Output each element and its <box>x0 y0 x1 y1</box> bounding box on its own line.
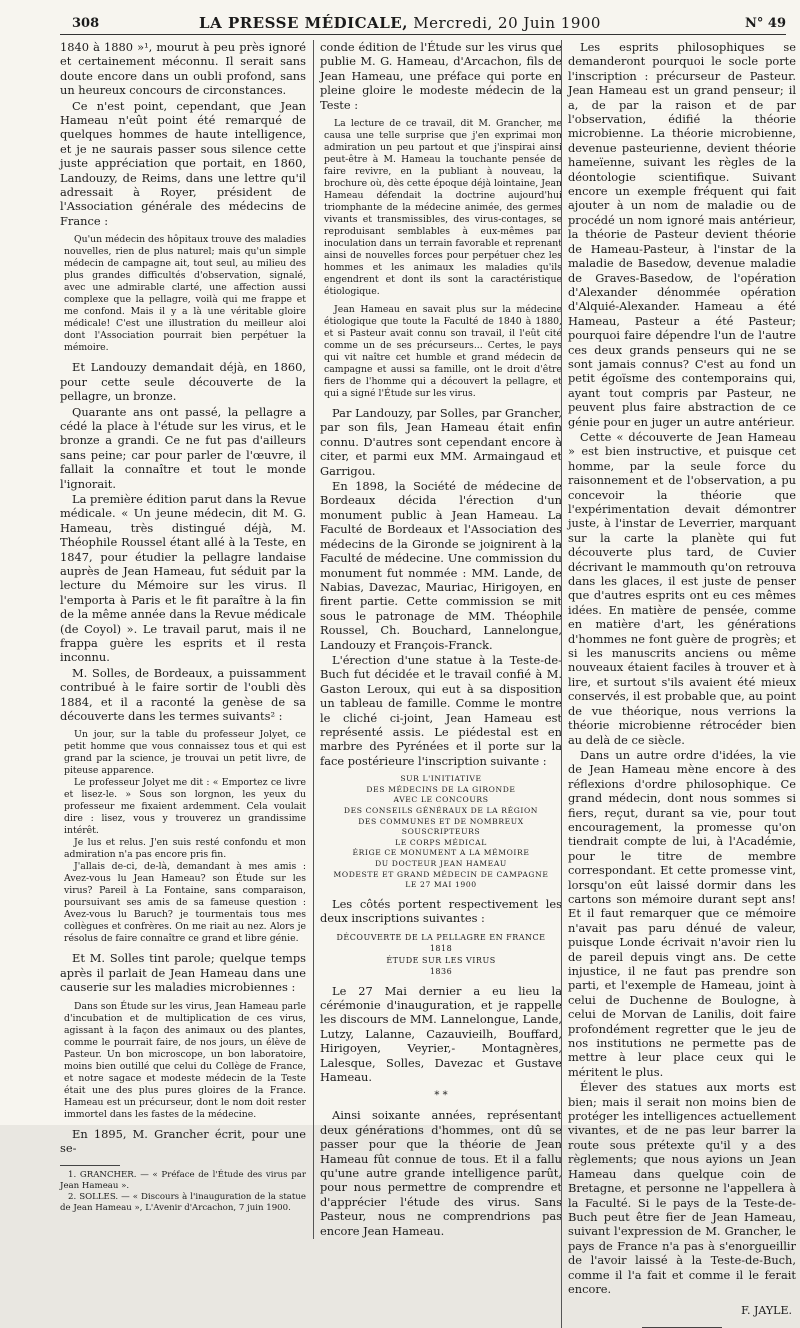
paragraph: M. Solles, de Bordeaux, a puissamment contribué à le faire sortir de l'oubli dès 1884, et il a raconté la genèse de sa découverte dans les termes suivants² : <box>60 665 306 724</box>
inscription-line: DÉCOUVERTE DE LA PELLAGRE EN FRANCE <box>336 932 546 942</box>
column-2 <box>313 40 562 1239</box>
inscription-line: SUR L'INITIATIVE <box>400 774 482 784</box>
column-3 <box>561 40 796 1328</box>
section-divider: * * <box>434 1090 448 1102</box>
quotation-paragraph: Un jour, sur la table du professeur Jolyet, ce petit homme que vous connaissez tous et qui est grand par la science, je trouvai un petit livre, de piteuse apparence. <box>64 729 306 777</box>
footnote-rule <box>60 1165 120 1166</box>
side-inscriptions <box>320 932 562 978</box>
paragraph: conde édition de l'Étude sur les virus que publie M. G. Hameau, d'Arcachon, fils de Jean Hameau, une préface qui porte en pleine gloire le modeste médecin de la Teste : <box>320 40 562 112</box>
quotation-paragraph: Je lus et relus. J'en suis resté confondu et mon admiration n'a pas encore pris fin. <box>64 837 306 861</box>
footnote: 2. SOLLES. — « Discours à l'inauguration de la statue de Jean Hameau », L'Avenir d'Arcachon, 7 juin 1900. <box>60 1192 306 1214</box>
inscription-line: AVEC LE CONCOURS <box>393 795 489 805</box>
author-signature: F. JAYLE. <box>741 1304 792 1318</box>
inscription-line: ÉRIGE CE MONUMENT A LA MÉMOIRE <box>352 848 530 858</box>
inscription-line: DU DOCTEUR JEAN HAMEAU <box>375 858 507 868</box>
inscription-line: LE 27 MAI 1900 <box>405 880 477 890</box>
paragraph: Ce n'est point, cependant, que Jean Hameau n'eût point été remarqué de quelques hommes de haute intelligence, et je ne saurais passer sous silence cette juste appréciation que portait, en 1860, Landouzy, de Reims, dans une lettre qu'il adressait à Royer, président de l'Association générale des médecins de France : <box>60 98 306 228</box>
paragraph: 1840 à 1880 »¹, mourut à peu près ignoré et certainement méconnu. Il serait sans doute encore dans un oubli profond, sans un heureux concours de circonstances. <box>60 40 306 98</box>
paragraph: Le 27 Mai dernier a eu lieu la cérémonie d'inauguration, et je rappelle les discours de MM. Lannelongue, Lande, Lutzy, Lalanne, Cazauvieilh, Bouffard, Hirigoyen, Veyrier,- Montagnères, Lalesque, Solles, Davezac et Gustave Hameau. <box>320 983 562 1084</box>
inscription-line: MODESTE ET GRAND MÉDECIN DE CAMPAGNE <box>333 869 549 879</box>
paragraph: La première édition parut dans la Revue médicale. « Un jeune médecin, dit M. G. Hameau, très distingué déjà, M. Théophile Roussel étant allé à la Teste, en 1847, pour étudier la pellagre landaise auprès de Jean Hameau, fut séduit par la lecture du Mémoire sur les virus. Il l'emporta à Paris et le fit paraître à la fin de la même année dans la Revue médicale (de Coyol) ». Le travail parut, mais il ne frappa guère les esprits et il resta inconnu. <box>60 491 306 665</box>
journal-name: LA PRESSE MÉDICALE, <box>199 14 408 32</box>
paragraph: Élever des statues aux morts est bien; mais il serait non moins bien de protéger les intelligences actuellement vivantes, et de ne pas leur barrer la route sous prétexte qu'il y a des règlements; que nous ayions un Jean Hameau dans quelque coin de Bretagne, et personne ne l'appellera à la Faculté. Si le pays de la Teste-de-Buch peut être fier de Jean Hameau, suivant l'expression de M. Grancher, le pays de France n'a pas à s'enorgueillir de l'avoir laissé à la Teste-de-Buch, comme il l'a fait et comme il le ferait encore. <box>568 1080 796 1296</box>
quotation: Jean Hameau en savait plus sur la médecine étiologique que toute la Faculté de 1840 à 1880, et si Pasteur avait connu son travail, il l'eût cité comme un de ses précurseurs... Certes, le pays qui vit naître cet humble et grand médecin de campagne et aussi sa famille, ont le droit d'être fiers de l'homme qui a découvert la pellagre, et qui a signé l'Étude sur les virus. <box>324 304 562 400</box>
paragraph: En 1895, M. Grancher écrit, pour une se- <box>60 1126 306 1156</box>
issue-number: N° 49 <box>745 16 786 31</box>
paragraph: Les esprits philosophiques se demanderont pourquoi le socle porte l'inscription : précurseur de Pasteur. Jean Hameau est un grand penseur; il a, de par la raison et de par l'observation, édifié la théorie microbienne. La théorie microbienne, devenue pasteurienne, devient théorie hameïenne, suivant les règles de la déontologie scientifique. Suivant encore un exemple fréquent qui fait ajouter à un nom de maladie ou de procédé un nom ignoré mais antérieur, la théorie de Pasteur devient théorie de Hameau-Pasteur, à l'instar de la maladie de Basedow, devenue maladie de Graves-Basedow, de l'opération d'Alexander dénommée opération d'Alquié-Alexander. Hameau a été Hameau, Pasteur a été Pasteur; pourquoi faire dépendre l'un de l'autre ces deux grands penseurs qui ne se sont jamais connus? C'est au fond un petit égoïsme des contemporains qui, ayant tout compris par Pasteur, ne peuvent plus faire abstraction de ce génie pour en juger un autre antérieur. <box>568 40 796 429</box>
quotation: Qu'un médecin des hôpitaux trouve des maladies nouvelles, rien de plus naturel; mais qu'un simple médecin de campagne ait, tout seul, au milieu des plus grandes difficultés d'observation, signalé, avec une admirable clarté, une affection aussi complexe que la pellagre, voilà qui me frappe et me confond. Mais il y a là une véritable gloire médicale! C'est une illustration du meilleur aloi dont l'Association pourrait bien perpétuer la mémoire. <box>64 234 306 354</box>
footnote: 1. GRANCHER. — « Préface de l'Étude des virus par Jean Hameau ». <box>60 1170 306 1192</box>
paragraph: Dans un autre ordre d'idées, la vie de Jean Hameau mène encore à des réflexions d'ordre philosophique. Ce grand médecin, dont nous sommes si fiers, reçut, durant sa vie, pour tout encouragement, la promesse qu'on tiendrait compte de lui, à l'Académie, pour le titre de membre correspondant. Et cette promesse vint, lorsqu'on eût laissé dormir dans les cartons son mémoire durant sept ans! Et il faut remarquer que ce mémoire n'avait pas paru dénué de valeur, puisque Londe écrivait n'avoir rien lu de pareil depuis vingt ans. De cette injustice, il ne faut pas prendre son parti, et l'exemple de Hameau, joint à celui de Duchenne de Boulogne, à celui de Morvan de Lanilis, doit faire profondément regretter que le jeu de nos institutions ne permette pas de mettre à leur place ceux qui le méritent le plus. <box>568 747 796 1079</box>
paragraph: Et M. Solles tint parole; quelque temps après il parlait de Jean Hameau dans une causerie sur les maladies microbiennes : <box>60 951 306 995</box>
paragraph: Cette « découverte de Jean Hameau » est bien instructive, et puisque cet homme, par la seule force du raisonnement et de l'observation, a pu concevoir la théorie que l'expérimentation devait démontrer juste, à l'instar de Leverrier, marquant sur la carte la planète qui fut découverte plus tard, de Cuvier décrivant le mammouth qu'on retrouva dans les glaces, il est juste de penser que d'autres esprits ont eu ces mêmes idées. En matière de pensée, comme en matière d'art, les générations d'hommes ne font guère de progrès; et si les manuscrits anciens ou même nouveaux étaient faciles à trouver et à lire, et surtout s'ils avaient été mieux conservés, il est probable que, au point de vue théorique, nous verrions la théorie microbienne rétrocéder bien au delà de ce siècle. <box>568 429 796 747</box>
paragraph: Les côtés portent respectivement les deux inscriptions suivantes : <box>320 896 562 926</box>
inscription-line: ÉTUDE SUR LES VIRUS <box>386 955 496 965</box>
inscription-line: 1836 <box>429 967 453 977</box>
quotation-block <box>64 729 306 945</box>
issue-date: Mercredi, 20 Juin 1900 <box>413 14 601 32</box>
quotation-paragraph: Le professeur Jolyet me dit : « Emportez ce livre et lisez-le. » Sous son lorgnon, les yeux du professeur me fixaient ardemment. Cela voulait dire : lisez, vous y trouverez un grandissime intérêt. <box>64 777 306 837</box>
paragraph: L'érection d'une statue à la Teste-de-Buch fut décidée et le travail confié à M. Gaston Leroux, qui eut à sa disposition un tableau de famille. Comme le montre le cliché ci-joint, Jean Hameau est représenté assis. Le piédestal est en marbre des Pyrénées et il porte sur la face postérieure l'inscription suivante : <box>320 652 562 768</box>
inscription-line: DES CONSEILS GÉNÉRAUX DE LA RÉGION <box>343 805 539 815</box>
inscription-line: DES MÉDECINS DE LA GIRONDE <box>366 784 516 794</box>
inscription-line: DES COMMUNES ET DE NOMBREUX SOUSCRIPTEURS <box>358 816 524 837</box>
page-header <box>0 0 800 40</box>
quotation: Dans son Étude sur les virus, Jean Hameau parle d'incubation et de multiplication de ces virus, agissant à la façon des animaux ou des plantes, comme le pourrait faire, de nos jours, un élève de Pasteur. Un bon microscope, un bon laboratoire, moins bien outillé que celui du Collège de France, et notre sagace et modeste médecin de la Teste était une des plus pures gloires de la France. Hameau est un précurseur, dont le nom doit rester immortel dans les fastes de la médecine. <box>64 1000 306 1120</box>
monument-inscription <box>320 774 562 891</box>
column-1 <box>60 40 306 1214</box>
journal-title-line <box>0 14 800 32</box>
inscription-line: LE CORPS MÉDICAL <box>395 837 487 847</box>
quotation: La lecture de ce travail, dit M. Grancher, me causa une telle surprise que j'en exprimai mon admiration un peu partout et que j'inspirai ainsi peut-être à M. Hameau la touchante pensée de faire revivre, en la publiant à nouveau, la brochure où, dès cette époque déjà lointaine, Jean Hameau défendait la doctrine aujourd'hui triomphante de la médecine animée, des germes vivants et transmissibles, des virus-contages, se reproduisant semblables à eux-mêmes par inoculation dans un terrain favorable et reprenant ainsi de nouvelles forces pour perpétuer chez les hommes et les animaux les maladies qu'ils engendrent et dont ils sont la caractéristique étiologique. <box>324 118 562 298</box>
header-rule <box>60 34 786 35</box>
inscription-line: 1818 <box>429 944 453 954</box>
paragraph: Par Landouzy, par Solles, par Grancher, par son fils, Jean Hameau était enfin connu. D'autres sont cependant encore à citer, et parmi eux MM. Armaingaud et Garrigou. <box>320 406 562 478</box>
paragraph: Et Landouzy demandait déjà, en 1860, pour cette seule découverte de la pellagre, un bronze. <box>60 360 306 404</box>
page-number: 308 <box>72 16 100 31</box>
paragraph: En 1898, la Société de médecine de Bordeaux décida l'érection d'un monument public à Jean Hameau. La Faculté de Bordeaux et l'Association des médecins de la Gironde se joignirent à la Faculté de médecine. Une commission du monument fut nommée : MM. Lande, de Nabias, Davezac, Mauriac, Hirigoyen, en firent partie. Cette commission se mit sous le patronage de MM. Théophile Roussel, Ch. Bouchard, Lannelongue, Landouzy et François-Franck. <box>320 479 562 652</box>
paragraph: Ainsi soixante années, représentant deux générations d'hommes, ont dû se passer pour que la théorie de Jean Hameau fût connue de tous. Et il a fallu qu'une autre grande intelligence parût, pour nous permettre de comprendre et d'apprécier l'étude des virus. Sans Pasteur, nous ne comprendrions pas encore Jean Hameau. <box>320 1108 562 1238</box>
quotation-paragraph: J'allais de-ci, de-là, demandant à mes amis : Avez-vous lu Jean Hameau? son Étude sur les virus? Pareil à La Fontaine, sans comparaison, poursuivant ses amis de sa fameuse question : Avez-vous lu Baruch? je tourmentais tous mes collègues et confrères. On me riait au nez. Alors je résolus de faire connaître ce grand et libre génie. <box>64 861 306 945</box>
paragraph: Quarante ans ont passé, la pellagre a cédé la place à l'étude sur les virus, et le bronze a grandi. Ce ne fut pas d'ailleurs sans peine; car pour parler de l'œuvre, il fallait la connaître et tout le monde l'ignorait. <box>60 404 306 491</box>
